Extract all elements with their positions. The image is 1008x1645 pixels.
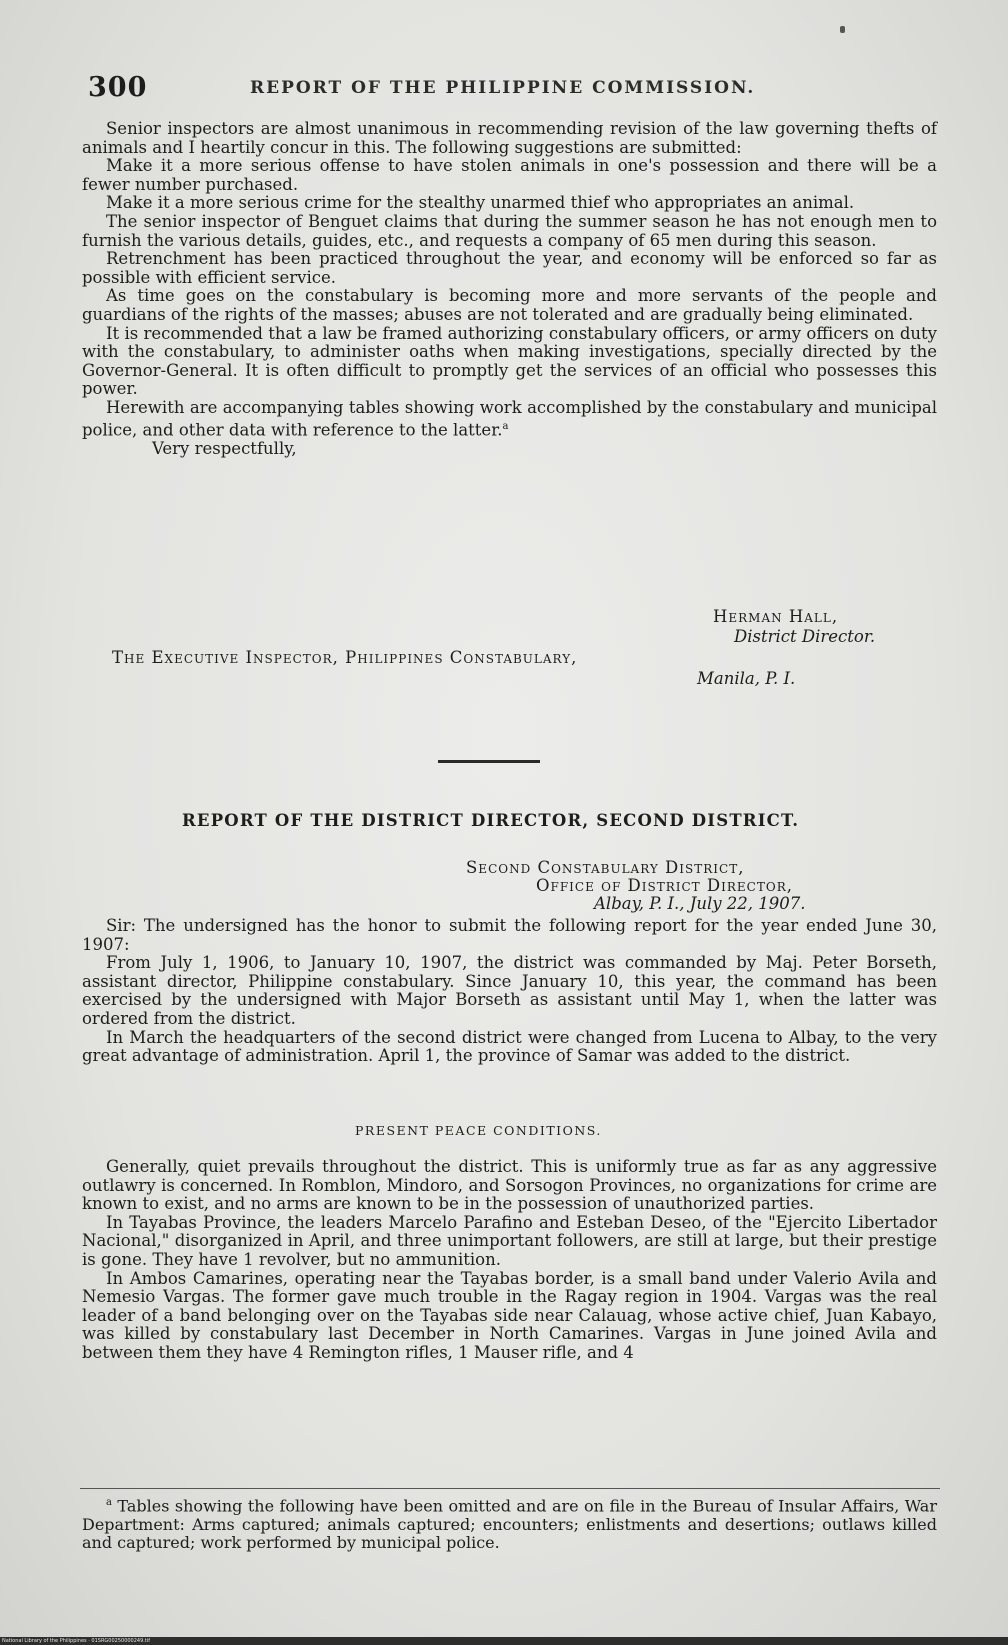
paragraph: Senior inspectors are almost unanimous in recommending revision of the law governing thefts of animals and I heartily concur in this. The following suggestions are submitted: — [82, 119, 937, 157]
paragraph: Generally, quiet prevails throughout the district. This is uniformly true as far as any aggressive outlawry is concerned. In Romblon, Mindoro, and Sorsogon Provinces, no organizations for crime are known to exist, and no arms are known to be in the possession of unauthorized parties. — [82, 1157, 937, 1214]
signature-title: District Director. — [734, 627, 876, 646]
footnote-marker: a — [106, 1497, 112, 1508]
footnote-paragraph — [82, 1494, 937, 1553]
paragraph: From July 1, 1906, to January 10, 1907, the district was commanded by Maj. Peter Borseth, assistant director, Philippine constabulary. Since January 10, this year, the command has been exercised by the undersigned with Major Borseth as assistant until May 1, when the latter was ordered from the district. — [82, 953, 937, 1028]
footnote — [82, 1494, 937, 1553]
paragraph: Retrenchment has been practiced throughout the year, and economy will be enforced so far as possible with efficient service. — [82, 249, 937, 287]
footnote-rule — [80, 1488, 940, 1489]
addressee-place: Manila, P. I. — [697, 669, 796, 688]
letterhead-date: Albay, P. I., July 22, 1907. — [594, 894, 806, 913]
addressee: The Executive Inspector, Philippines Constabulary, — [112, 648, 578, 667]
closing: Very respectfully, — [152, 438, 297, 458]
paragraph: Sir: The undersigned has the honor to submit the following report for the year ended June 30, 1907: — [82, 916, 937, 954]
scan-strip — [0, 1637, 1008, 1645]
paragraph: In March the headquarters of the second district were changed from Lucena to Albay, to the very great advantage of administration. April 1, the province of Samar was added to the district. — [82, 1027, 937, 1066]
signature-name: Herman Hall, — [713, 607, 839, 626]
speck — [840, 26, 845, 33]
footnote-text: Tables showing the following have been omitted and are on file in the Bureau of Insular Affairs, War Department: Arms captured; animals captured; encounters; enlistments and desertions; outlaws killed and captured; work performed by municipal police. — [82, 1496, 937, 1553]
paragraph-text: Herewith are accompanying tables showing work accomplished by the constabulary and municipal police, and other data with reference to the latter. — [82, 397, 937, 439]
paragraph: As time goes on the constabulary is becoming more and more servants of the people and guardians of the rights of the masses; abuses are not tolerated and are gradually being eliminated. — [82, 286, 937, 324]
letterhead-line: Office of District Director, — [536, 876, 793, 895]
section-title: REPORT OF THE DISTRICT DIRECTOR, SECOND DISTRICT. — [182, 811, 800, 830]
body-text-top — [82, 120, 937, 458]
scan-stamp: National Library of the Philippines · 01SRG00250000249.tif — [2, 1638, 150, 1644]
page-number: 300 — [88, 72, 148, 103]
paragraph: Make it a more serious crime for the stealthy unarmed thief who appropriates an animal. — [106, 193, 855, 213]
paragraph: In Tayabas Province, the leaders Marcelo Parafino and Esteban Deseo, of the "Ejercito Libertador Nacional," disorganized in April, and three unimportant followers, are still at large, but their prestige is gone. They have 1 revolver, but no ammunition. — [82, 1212, 937, 1269]
body-text-peace — [82, 1158, 937, 1363]
paragraph: The senior inspector of Benguet claims that during the summer season he has not enough men to furnish the various details, guides, etc., and requests a company of 65 men during this season. — [82, 211, 937, 250]
section-divider — [438, 760, 540, 763]
subheading: PRESENT PEACE CONDITIONS. — [355, 1123, 602, 1138]
letterhead-line: Second Constabulary District, — [466, 858, 745, 877]
paragraph: In Ambos Camarines, operating near the Tayabas border, is a small band under Valerio Avila and Nemesio Vargas. The former gave much trouble in the Ragay region in 1904. Vargas was the real leader of a band belonging over on the Tayabas side near Calauag, whose active chief, Juan Kabayo, was killed by constabulary last December in North Camarines. Vargas in June joined Avila and between them they have 4 Remington rifles, 1 Mauser rifle, and 4 — [82, 1268, 937, 1362]
paragraph: Make it a more serious offense to have stolen animals in one's possession and there will be a fewer number purchased. — [82, 156, 937, 194]
footnote-marker: a — [502, 420, 509, 432]
running-head: REPORT OF THE PHILIPPINE COMMISSION. — [250, 78, 756, 98]
paragraph: It is recommended that a law be framed authorizing constabulary officers, or army officers on duty with the constabulary, to administer oaths when making investigations, specially directed by the Governor-General. It is often difficult to promptly get the services of an official who possesses this power. — [82, 323, 937, 399]
body-text-second — [82, 917, 937, 1066]
paragraph-with-footnote — [82, 399, 937, 440]
